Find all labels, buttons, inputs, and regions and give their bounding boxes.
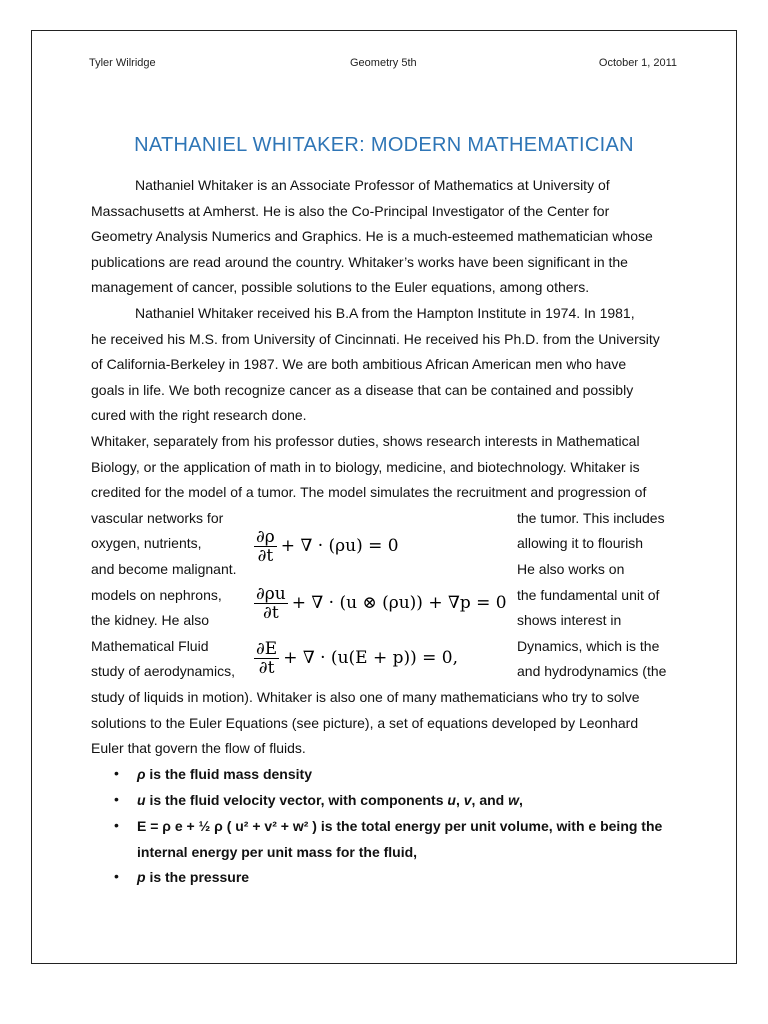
para1-line: Massachusetts at Amherst. He is also the Co-Principal Investigator of the Center for [91,203,610,219]
para1-line: Nathaniel Whitaker is an Associate Professor of Mathematics at University of [135,177,610,193]
bullet-text: is the pressure [145,869,250,885]
wrap-left-line: and become malignant. [91,561,237,577]
bullet-item-pressure [137,868,249,886]
bullet-marker: • [114,868,119,884]
wrap-left-line: oxygen, nutrients, [91,535,202,551]
wrap-right-line: He also works on [517,561,625,577]
equation-terms: + ∇ · (u ⊗ (ρu)) + ∇p = 0 [291,593,507,613]
fraction [254,640,279,677]
separator: , and [471,792,509,808]
euler-equation-momentum [254,585,507,622]
para1-line: Geometry Analysis Numerics and Graphics. He is a much-esteemed mathematician whose [91,228,653,244]
separator: , [455,792,464,808]
wrap-right-line: shows interest in [517,612,622,628]
bullet-text: is the fluid velocity vector, with components [145,792,448,808]
bullet-item-energy: E = ρ e + ½ ρ ( u² + v² + w² ) is the total energy per unit volume, with e being the [137,818,663,834]
fraction [254,585,288,622]
para3-line: Biology, or the application of math in to biology, medicine, and biotechnology. Whitaker is [91,459,640,475]
para2-line: of California-Berkeley in 1987. We are both ambitious African American men who have [91,356,627,372]
para4-line: study of liquids in motion). Whitaker is also one of many mathematicians who try to solve [91,689,640,705]
wrap-left-line: the kidney. He also [91,612,210,628]
bullet-item-velocity [137,791,523,809]
equation-terms: + ∇ · (ρu) = 0 [280,536,399,556]
header-class [350,57,417,69]
para1-line: management of cancer, possible solutions to the Euler equations, among others. [91,279,590,295]
bullet-text: is the fluid mass density [145,766,312,782]
bullet-marker: • [114,765,119,781]
wrap-right-line: the fundamental unit of [517,587,660,603]
header-class-text: Geometry 5th [350,57,417,69]
euler-equation-mass [254,528,399,565]
component-v: v [463,792,472,808]
component-u: u [447,792,456,808]
symbol-rho: ρ [137,766,146,782]
para4-line: Euler that govern the flow of fluids. [91,740,306,756]
para2-line: goals in life. We both recognize cancer as a disease that can be contained and possibly [91,382,634,398]
equation-terms: + ∇ · (u(E + p)) = 0, [283,648,459,668]
euler-equation-energy [254,640,458,677]
wrap-right-line: and hydrodynamics (the [517,663,667,679]
component-w: w [508,792,519,808]
symbol-p: p [137,869,146,885]
para4-line: solutions to the Euler Equations (see picture), a set of equations developed by Leonhard [91,715,639,731]
wrap-left-line: study of aerodynamics, [91,663,235,679]
fraction [254,528,277,565]
wrap-left-line: models on nephrons, [91,587,222,603]
bullet-marker: • [114,791,119,807]
header-date: October 1, 2011 [598,57,677,69]
bullet-marker: • [114,817,119,833]
fraction-numerator: ∂ρu [256,584,286,604]
wrap-right-line: Dynamics, which is the [517,638,660,654]
para2-line: he received his M.S. from University of Cincinnati. He received his Ph.D. from the University [91,331,660,347]
fraction-numerator: ∂ρ [256,527,275,547]
fraction-numerator: ∂E [256,639,278,659]
wrap-left-line: vascular networks for [91,510,224,526]
para1-line: publications are read around the country. Whitaker’s works have been significant in the [91,254,628,270]
fraction-denominator: ∂t [257,546,274,566]
fraction-denominator: ∂t [263,603,279,623]
wrap-right-line: the tumor. This includes [517,510,665,526]
symbol-u: u [137,792,146,808]
para3-line: Whitaker, separately from his professor duties, shows research interests in Mathematical [91,433,640,449]
fraction-denominator: ∂t [258,658,275,678]
wrap-right-line: allowing it to flourish [517,535,644,551]
bullet-item-density [137,765,312,783]
separator: , [519,792,523,808]
para3-line: credited for the model of a tumor. The model simulates the recruitment and progression of [91,484,647,500]
header-author: Tyler Wilridge [89,57,156,69]
para2-line: Nathaniel Whitaker received his B.A from the Hampton Institute in 1974. In 1981, [135,305,635,321]
bullet-item-energy-cont: internal energy per unit mass for the fluid, [137,844,418,860]
wrap-left-line: Mathematical Fluid [91,638,209,654]
para2-line: cured with the right research done. [91,407,307,423]
page-title: NATHANIEL WHITAKER: MODERN MATHEMATICIAN [134,134,634,156]
